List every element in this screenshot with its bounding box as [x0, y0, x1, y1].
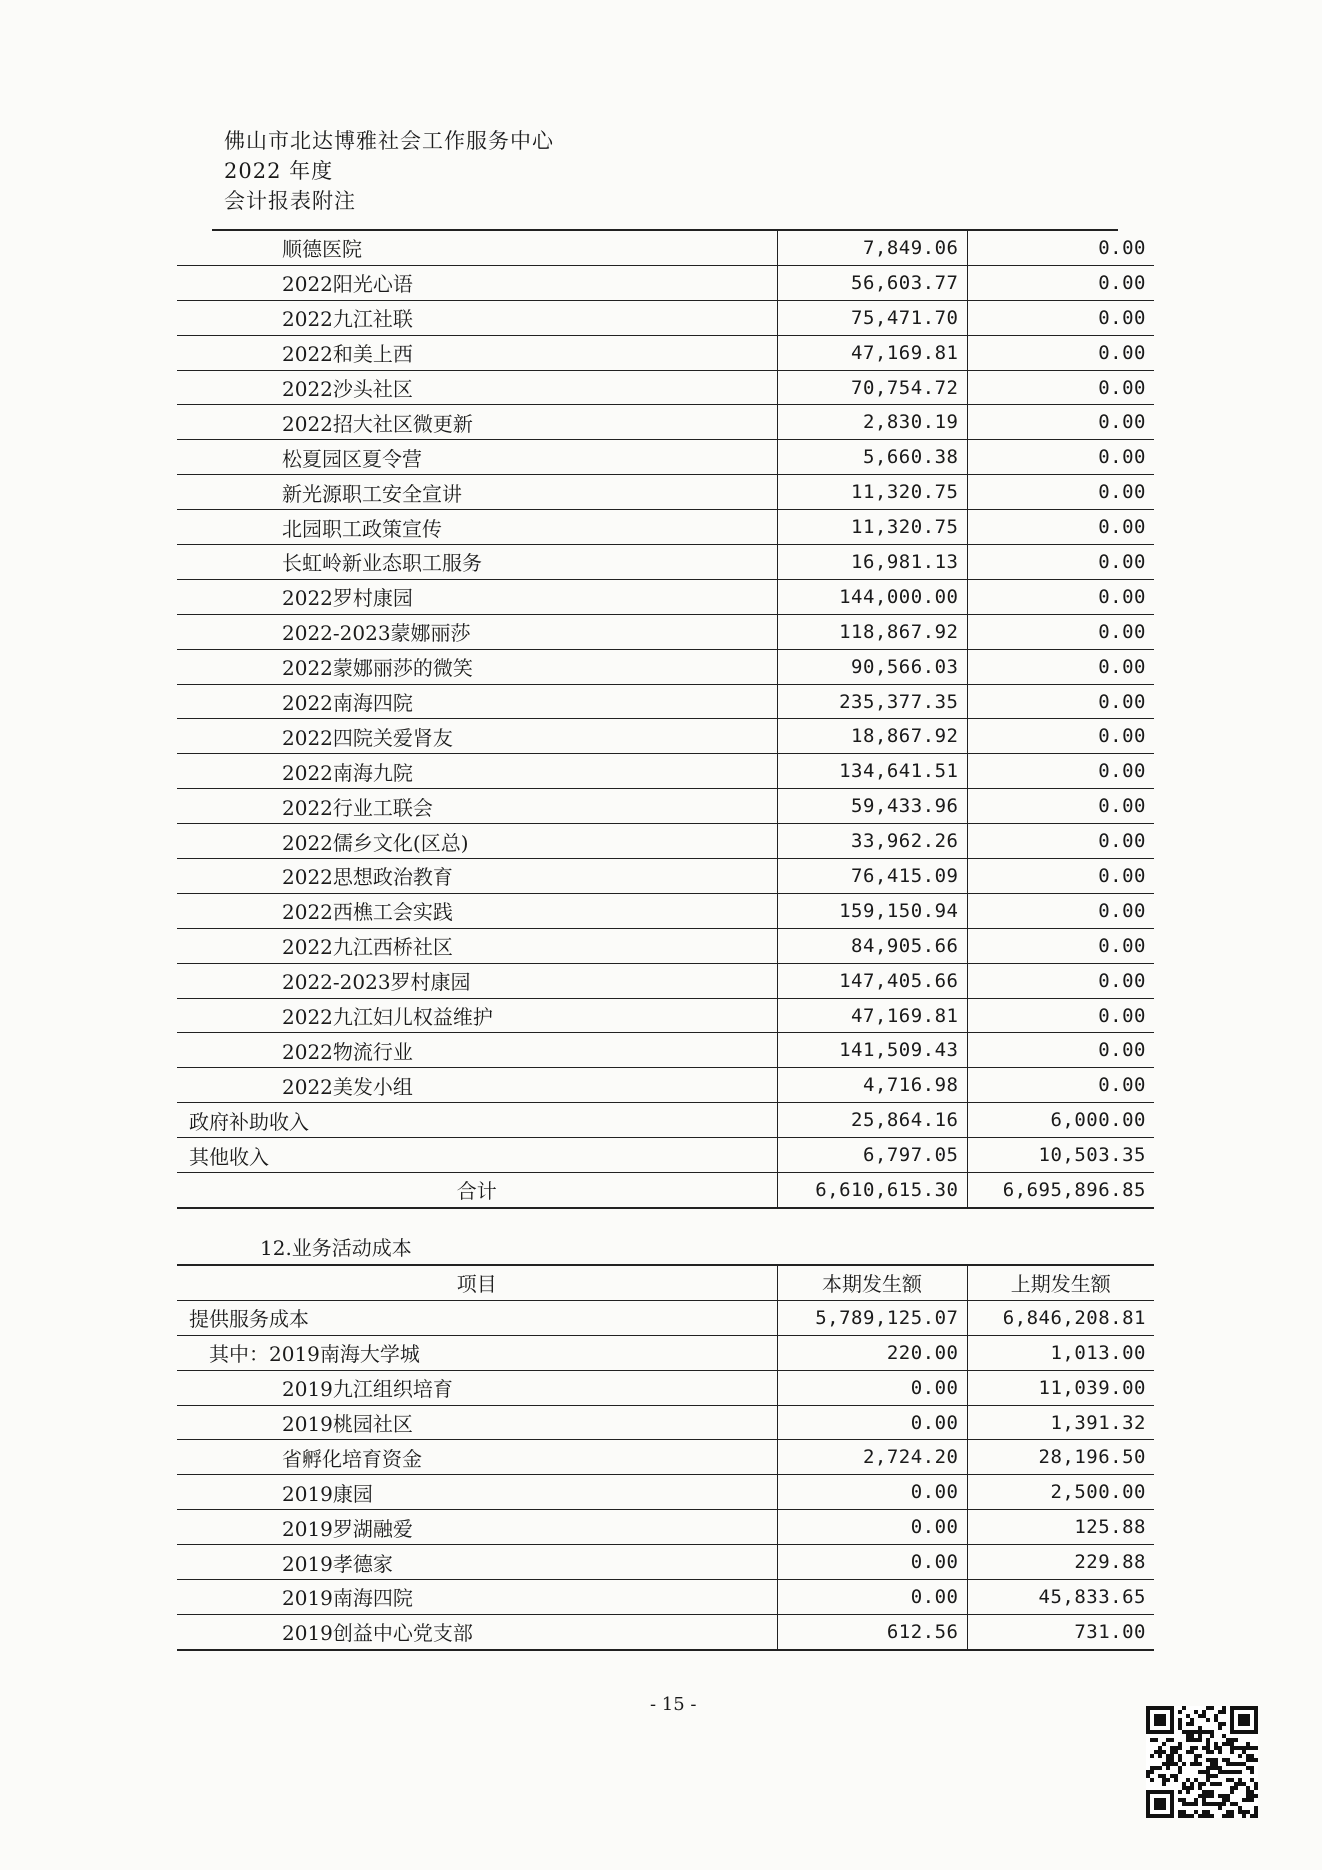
row-current-amount: 4,716.98 [777, 1068, 967, 1103]
row-current-amount: 56,603.77 [777, 265, 967, 300]
table-row [177, 370, 1154, 405]
table-row [177, 440, 1154, 475]
row-item-name: 2022阳光心语 [177, 265, 777, 300]
row-item-name: 2022西樵工会实践 [177, 893, 777, 928]
row-item-name: 2019九江组织培育 [177, 1370, 777, 1405]
row-item-name: 2022九江西桥社区 [177, 928, 777, 963]
row-current-amount: 147,405.66 [777, 963, 967, 998]
section-title: 12.业务活动成本 [260, 1236, 412, 1260]
table-row [177, 1173, 1154, 1208]
row-previous-amount: 1,013.00 [967, 1335, 1154, 1370]
row-previous-amount: 0.00 [967, 440, 1154, 475]
row-item-name: 2022招大社区微更新 [177, 405, 777, 440]
header-item: 项目 [177, 1265, 777, 1300]
row-previous-amount: 0.00 [967, 789, 1154, 824]
row-previous-amount: 2,500.00 [967, 1475, 1154, 1510]
income-detail-table [177, 231, 1154, 1209]
row-current-amount: 5,660.38 [777, 440, 967, 475]
row-previous-amount: 28,196.50 [967, 1440, 1154, 1475]
row-item-name: 2019创益中心党支部 [177, 1614, 777, 1649]
row-item-name: 松夏园区夏令营 [177, 440, 777, 475]
row-current-amount: 0.00 [777, 1580, 967, 1615]
row-item-name: 2022物流行业 [177, 1033, 777, 1068]
row-item-name: 新光源职工安全宣讲 [177, 475, 777, 510]
row-previous-amount: 0.00 [967, 649, 1154, 684]
row-current-amount: 220.00 [777, 1335, 967, 1370]
row-previous-amount: 0.00 [967, 405, 1154, 440]
table-row [177, 579, 1154, 614]
row-previous-amount: 0.00 [967, 893, 1154, 928]
table-row [177, 1405, 1154, 1440]
row-item-name: 2022南海四院 [177, 684, 777, 719]
table-row [177, 1138, 1154, 1173]
row-current-amount: 5,789,125.07 [777, 1300, 967, 1335]
row-item-name: 提供服务成本 [177, 1300, 777, 1335]
row-item-name: 2022-2023罗村康园 [177, 963, 777, 998]
row-item-name: 2022行业工联会 [177, 789, 777, 824]
row-current-amount: 0.00 [777, 1405, 967, 1440]
row-item-name: 2019桃园社区 [177, 1405, 777, 1440]
row-item-name: 顺德医院 [177, 231, 777, 265]
row-previous-amount: 0.00 [967, 510, 1154, 545]
row-item-name: 北园职工政策宣传 [177, 510, 777, 545]
table-row [177, 1580, 1154, 1615]
row-current-amount: 70,754.72 [777, 370, 967, 405]
page-number: - 15 - [650, 1694, 697, 1715]
table-row [177, 928, 1154, 963]
row-current-amount: 25,864.16 [777, 1103, 967, 1138]
table-row [177, 963, 1154, 998]
row-item-name: 2022四院关爱肾友 [177, 719, 777, 754]
row-item-name: 2022九江社联 [177, 300, 777, 335]
row-item-name: 政府补助收入 [177, 1103, 777, 1138]
row-item-name: 2019罗湖融爱 [177, 1510, 777, 1545]
report-year: 2022 年度 [224, 159, 334, 183]
row-item-name: 2022沙头社区 [177, 370, 777, 405]
table-row [177, 1614, 1154, 1649]
row-previous-amount: 0.00 [967, 998, 1154, 1033]
row-previous-amount: 6,000.00 [967, 1103, 1154, 1138]
row-current-amount: 90,566.03 [777, 649, 967, 684]
document-header [224, 126, 554, 216]
row-item-name: 省孵化培育资金 [177, 1440, 777, 1475]
table-row [177, 998, 1154, 1033]
table-row [177, 1068, 1154, 1103]
row-item-name: 2019孝德家 [177, 1545, 777, 1580]
row-previous-amount: 0.00 [967, 300, 1154, 335]
table-row [177, 1033, 1154, 1068]
row-previous-amount: 0.00 [967, 754, 1154, 789]
row-current-amount: 134,641.51 [777, 754, 967, 789]
row-current-amount: 11,320.75 [777, 510, 967, 545]
row-current-amount: 0.00 [777, 1475, 967, 1510]
row-previous-amount: 0.00 [967, 231, 1154, 265]
row-current-amount: 144,000.00 [777, 579, 967, 614]
row-item-name: 其他收入 [177, 1138, 777, 1173]
row-item-name: 2022九江妇儿权益维护 [177, 998, 777, 1033]
table-row [177, 1300, 1154, 1335]
table-row [177, 614, 1154, 649]
row-previous-amount: 0.00 [967, 370, 1154, 405]
row-item-name: 长虹岭新业态职工服务 [177, 545, 777, 580]
header-previous: 上期发生额 [967, 1265, 1154, 1300]
row-previous-amount: 0.00 [967, 719, 1154, 754]
row-previous-amount: 0.00 [967, 475, 1154, 510]
row-previous-amount: 6,695,896.85 [967, 1173, 1154, 1208]
row-previous-amount: 45,833.65 [967, 1580, 1154, 1615]
row-current-amount: 159,150.94 [777, 893, 967, 928]
qr-code-icon [1146, 1706, 1258, 1818]
row-previous-amount: 0.00 [967, 614, 1154, 649]
row-current-amount: 0.00 [777, 1370, 967, 1405]
table-row [177, 475, 1154, 510]
table-row [177, 1545, 1154, 1580]
row-current-amount: 2,830.19 [777, 405, 967, 440]
row-previous-amount: 0.00 [967, 684, 1154, 719]
row-previous-amount: 0.00 [967, 963, 1154, 998]
row-current-amount: 235,377.35 [777, 684, 967, 719]
report-type: 会计报表附注 [224, 189, 356, 213]
table-row [177, 754, 1154, 789]
row-item-name: 2022和美上西 [177, 335, 777, 370]
row-previous-amount: 125.88 [967, 1510, 1154, 1545]
row-current-amount: 7,849.06 [777, 231, 967, 265]
row-current-amount: 118,867.92 [777, 614, 967, 649]
row-item-name: 2022美发小组 [177, 1068, 777, 1103]
row-previous-amount: 0.00 [967, 1068, 1154, 1103]
table-row [177, 265, 1154, 300]
row-item-name: 2022-2023蒙娜丽莎 [177, 614, 777, 649]
table-row [177, 824, 1154, 859]
row-previous-amount: 731.00 [967, 1614, 1154, 1649]
table-row [177, 789, 1154, 824]
header-current: 本期发生额 [777, 1265, 967, 1300]
table-row [177, 1475, 1154, 1510]
row-previous-amount: 11,039.00 [967, 1370, 1154, 1405]
row-current-amount: 612.56 [777, 1614, 967, 1649]
row-item-name: 2022南海九院 [177, 754, 777, 789]
row-current-amount: 141,509.43 [777, 1033, 967, 1068]
table-row [177, 859, 1154, 894]
table-row [177, 1510, 1154, 1545]
row-current-amount: 18,867.92 [777, 719, 967, 754]
table-header-row [177, 1265, 1154, 1300]
table-row [177, 893, 1154, 928]
row-item-name: 其中：2019南海大学城 [177, 1335, 777, 1370]
row-previous-amount: 0.00 [967, 1033, 1154, 1068]
table-row [177, 1335, 1154, 1370]
row-current-amount: 11,320.75 [777, 475, 967, 510]
table-row [177, 1440, 1154, 1475]
row-previous-amount: 0.00 [967, 545, 1154, 580]
row-previous-amount: 0.00 [967, 265, 1154, 300]
row-current-amount: 2,724.20 [777, 1440, 967, 1475]
table-row [177, 405, 1154, 440]
table-row [177, 649, 1154, 684]
row-current-amount: 59,433.96 [777, 789, 967, 824]
table-row [177, 684, 1154, 719]
table-row [177, 545, 1154, 580]
row-current-amount: 84,905.66 [777, 928, 967, 963]
row-previous-amount: 229.88 [967, 1545, 1154, 1580]
row-current-amount: 6,797.05 [777, 1138, 967, 1173]
row-item-name: 2022蒙娜丽莎的微笑 [177, 649, 777, 684]
row-item-name: 2022思想政治教育 [177, 859, 777, 894]
table-row [177, 1370, 1154, 1405]
row-previous-amount: 0.00 [967, 859, 1154, 894]
row-item-name: 2019康园 [177, 1475, 777, 1510]
row-item-name: 2019南海四院 [177, 1580, 777, 1615]
row-current-amount: 0.00 [777, 1510, 967, 1545]
row-previous-amount: 10,503.35 [967, 1138, 1154, 1173]
row-previous-amount: 0.00 [967, 335, 1154, 370]
table-row [177, 300, 1154, 335]
row-current-amount: 16,981.13 [777, 545, 967, 580]
table-row [177, 231, 1154, 265]
org-name: 佛山市北达博雅社会工作服务中心 [224, 129, 554, 153]
business-cost-table [177, 1264, 1154, 1651]
row-item-name: 2022罗村康园 [177, 579, 777, 614]
row-current-amount: 0.00 [777, 1545, 967, 1580]
row-current-amount: 47,169.81 [777, 998, 967, 1033]
table-row [177, 1103, 1154, 1138]
row-current-amount: 47,169.81 [777, 335, 967, 370]
row-previous-amount: 0.00 [967, 824, 1154, 859]
row-previous-amount: 6,846,208.81 [967, 1300, 1154, 1335]
row-previous-amount: 1,391.32 [967, 1405, 1154, 1440]
row-item-name: 合计 [177, 1173, 777, 1208]
table-row [177, 510, 1154, 545]
table-row [177, 719, 1154, 754]
row-current-amount: 33,962.26 [777, 824, 967, 859]
row-current-amount: 75,471.70 [777, 300, 967, 335]
row-current-amount: 6,610,615.30 [777, 1173, 967, 1208]
row-item-name: 2022儒乡文化(区总) [177, 824, 777, 859]
row-previous-amount: 0.00 [967, 928, 1154, 963]
row-current-amount: 76,415.09 [777, 859, 967, 894]
row-previous-amount: 0.00 [967, 579, 1154, 614]
table-row [177, 335, 1154, 370]
